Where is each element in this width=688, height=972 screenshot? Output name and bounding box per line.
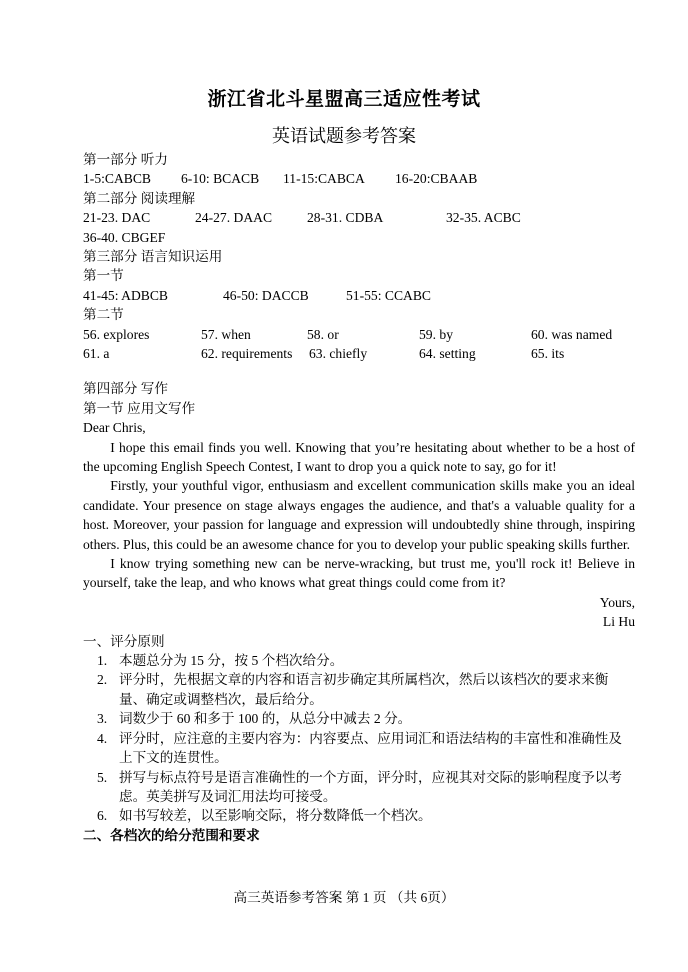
- answer-group: 41-45: ADBCB: [83, 287, 168, 303]
- answer-item: 60. was named: [531, 326, 613, 342]
- answer-group: 36-40. CBGEF: [83, 229, 166, 245]
- answer-group: 24-27. DAAC: [195, 210, 273, 226]
- answer-group: 51-55: CCABC: [346, 287, 431, 303]
- part4-heading: 第四部分 写作: [83, 381, 168, 397]
- part1-heading: 第一部分 听力: [83, 152, 168, 167]
- part3-section1-answers: [83, 286, 635, 305]
- answer-group: 32-35. ACBC: [446, 210, 521, 226]
- answer-item: 64. setting: [419, 346, 476, 361]
- grading-item: 2. 评分时，先根据文章的内容和语言初步确定其所属档次，然后以该档次的要求来衡量、确定或调整档次，最后给分。: [97, 672, 609, 707]
- answer-item: 56. explores: [83, 326, 150, 342]
- answer-item: 59. by: [419, 326, 453, 342]
- part3-section2-row1: [83, 325, 635, 344]
- answer-item: 58. or: [307, 326, 339, 342]
- page-title: 浙江省北斗星盟高三适应性考试: [207, 89, 481, 110]
- grading-item: 6. 如书写较差，以至影响交际，将分数降低一个档次。: [97, 808, 432, 824]
- grading-item: 5. 拼写与标点符号是语言准确性的一个方面，评分时，应视其对交际的影响程度予以考虑。英美拼写及词汇用法均可接受。: [97, 769, 622, 804]
- part3-section2-heading: 第二节: [83, 307, 124, 323]
- answer-item: 57. when: [201, 326, 251, 342]
- part2-heading: 第二部分 阅读理解: [83, 190, 196, 206]
- document-body: [83, 150, 635, 845]
- part2-answers: [83, 208, 635, 227]
- letter-closing: Yours,: [599, 594, 635, 610]
- grading-item: 3. 词数少于 60 和多于 100 的，从总分中减去 2 分。: [97, 711, 412, 727]
- answer-group: 6-10: BCACB: [181, 171, 260, 187]
- answer-group: 21-23. DAC: [83, 210, 151, 226]
- grading-list: [83, 651, 635, 826]
- grading-heading-2: 二、各档次的给分范围和要求: [83, 827, 260, 843]
- answer-group: 16-20:CBAAB: [395, 171, 478, 187]
- part4-section1-heading: 第一节 应用文写作: [83, 400, 196, 416]
- answer-item: 63. chiefly: [309, 346, 368, 361]
- answer-group: 46-50: DACCB: [223, 287, 309, 303]
- letter-paragraph: Firstly, your youthful vigor, enthusiasm and excellent communication skills make you an ideal candidate. Your presence on stage always engages the audience, and that's a valuable quality for a host. Moreover, your passion for language and expression will undoubtedly shine through, inspiring others. Plus, this could be an awesome chance for you to develop your public speaking skills further.: [83, 478, 635, 552]
- answer-group: 28-31. CDBA: [307, 210, 384, 226]
- part1-answers: [83, 169, 635, 188]
- answer-item: 65. its: [531, 346, 565, 361]
- answer-item: 61. a: [83, 346, 110, 361]
- part3-section1-heading: 第一节: [83, 268, 124, 284]
- grading-heading: 一、评分原则: [83, 633, 165, 649]
- letter-signature: Li Hu: [602, 614, 635, 630]
- page-subtitle: 英语试题参考答案: [272, 126, 416, 146]
- letter-salutation: Dear Chris,: [83, 420, 146, 436]
- answer-item: 62. requirements: [201, 346, 293, 361]
- grading-item: 4. 评分时，应注意的主要内容为：内容要点、应用词汇和语法结构的丰富性和准确性及上下文的连贯性。: [97, 730, 622, 766]
- letter-paragraph: I know trying something new can be nerve-wracking, but trust me, you'll rock it! Believe in yourself, take the leap, and who knows what great things could come from it?: [83, 556, 635, 591]
- grading-item: 1. 本题总分为 15 分，按 5 个档次给分。: [97, 653, 344, 669]
- part3-section2-row2: [83, 344, 635, 363]
- answer-group: 1-5:CABCB: [83, 171, 151, 187]
- part3-heading: 第三部分 语言知识运用: [83, 249, 223, 264]
- page-footer: 高三英语参考答案 第 1 页 （共 6页）: [233, 890, 455, 905]
- letter-paragraph: I hope this email finds you well. Knowing that you’re hesitating about whether to be a host of the upcoming English Speech Contest, I want to drop you a quick note to say, go for it!: [83, 439, 635, 475]
- answer-group: 11-15:CABCA: [283, 171, 365, 187]
